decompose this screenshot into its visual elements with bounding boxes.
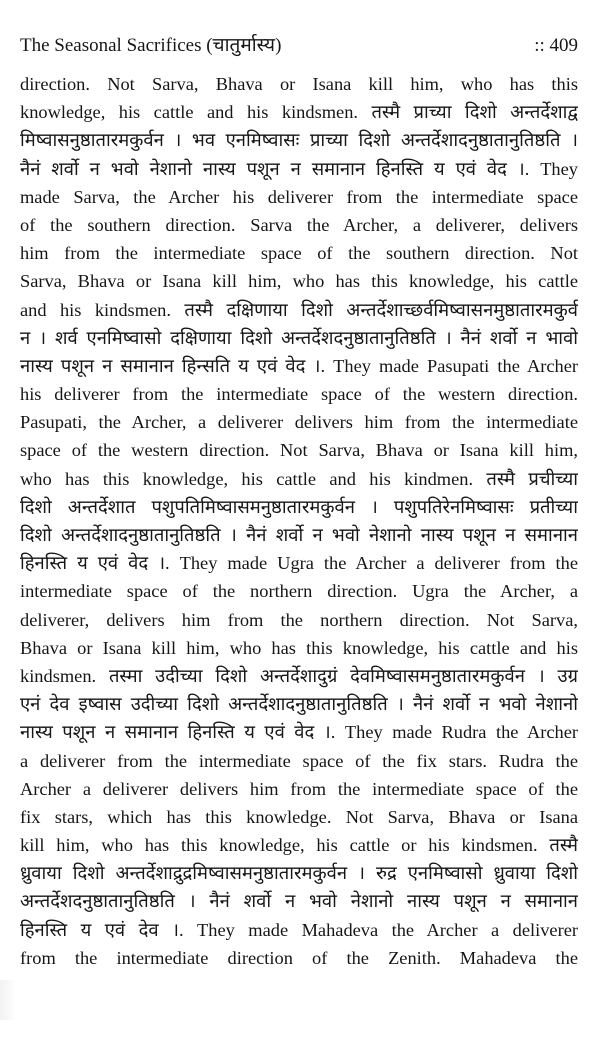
text-line: मिष्वासनुष्ठातारमकुर्वन । भव एनमिष्वासः प्राच्या दिशो अन्तर्देशादनुष्ठातानुतिष्ठति । (20, 130, 578, 151)
text-line: direction. Not Sarva, Bhava or Isana kill him, who has this (20, 74, 578, 94)
text-line: made Sarva, the Archer his deliverer from the intermediate space (20, 186, 578, 207)
text-line: ध्रुवाया दिशो अन्तर्देशाद्रुद्रमिष्वासमनुष्ठातारमकुर्वन । रुद्र एनमिष्वासो ध्रुवाया दिशो (20, 863, 578, 884)
text-line: him from the intermediate space of the southern direction. Not (20, 243, 578, 264)
text-line: Pasupati, the Archer, a deliverer delivers him from the intermediate (20, 412, 578, 433)
text-line: अन्तर्देशदनुष्ठातानुतिष्ठति । नैनं शर्वो न भवो नेशानो नास्य पशून न समानान (20, 891, 578, 912)
text-line: दिशो अन्तर्देशात पशुपतिमिष्वासमनुष्ठातारमकुर्वन । पशुपतिरेनमिष्वासः प्रतीच्या (20, 496, 578, 517)
text-line: हिनस्ति य एवं वेद ।. They made Ugra the Archer a deliverer from the (20, 553, 578, 574)
text-line: from the intermediate direction of the Zenith. Mahadeva the (20, 947, 578, 968)
text-line: his deliverer from the intermediate space of the western direction. (20, 384, 578, 405)
text-line: intermediate space of the northern direction. Ugra the Archer, a (20, 581, 578, 602)
text-line: a deliverer from the intermediate space of the fix stars. Rudra the (20, 750, 578, 771)
text-line: Bhava or Isana kill him, who has this knowledge, his cattle and his (20, 637, 578, 658)
text-line: नैनं शर्वो न भवो नेशानो नास्य पशून न समानान हिनस्ति य एवं वेद ।. They (20, 158, 578, 179)
running-head (20, 32, 578, 60)
text-line: Archer a deliverer delivers him from the intermediate space of the (20, 778, 578, 799)
text-line: who has this knowledge, his cattle and his kindmen. तस्मै प्रचीच्या (20, 468, 578, 489)
text-line: space of the western direction. Not Sarva, Bhava or Isana kill him, (20, 440, 578, 461)
chapter-title: The Seasonal Sacrifices (चातुर्मास्य) (20, 35, 282, 56)
text-line: kindsmen. तस्मा उदीच्या दिशो अन्तर्देशादुग्रं देवमिष्वासमनुष्ठातारमकुर्वन । उग्र (20, 665, 578, 686)
page-number: :: 409 (534, 35, 578, 56)
text-line: नास्य पशून न समानान हिनस्ति य एवं वेद ।. They made Rudra the Archer (20, 722, 578, 743)
text-line: न । शर्व एनमिष्वासो दक्षिणाया दिशो अन्तर्देशदनुष्ठातानुतिष्ठति । नैनं शर्वो न भावो (20, 327, 578, 348)
text-line: deliverer, delivers him from the northern direction. Not Sarva, (20, 609, 578, 630)
text-line: दिशो अन्तर्देशादनुष्ठातानुतिष्ठति । नैनं शर्वो न भवो नेशानो नास्य पशून न समानान (20, 525, 578, 545)
text-line: knowledge, his cattle and his kindsmen. तस्मै प्राच्या दिशो अन्तर्देशाद्व (20, 102, 578, 123)
scan-edge-shadow (0, 980, 16, 1020)
text-line: Sarva, Bhava or Isana kill him, who has this knowledge, his cattle (20, 271, 578, 292)
text-line: एनं देव इष्वास उदीच्या दिशो अन्तर्देशादनुष्ठातानुतिष्ठति । नैनं शर्वो न भवो नेशानो (20, 694, 578, 715)
text-line: of the southern direction. Sarva the Archer, a deliverer, delivers (20, 214, 578, 235)
text-line: नास्य पशून न समानान हिन्सति य एवं वेद ।. They made Pasupati the Archer (20, 355, 578, 376)
text-line: and his kindsmen. तस्मै दक्षिणाया दिशो अन्तर्देशाच्छर्वमिष्वासनमुष्ठातारमकुर्व (20, 299, 578, 320)
body-text (20, 70, 578, 972)
text-line: kill him, who has this knowledge, his cattle or his kindsmen. तस्मै (20, 835, 578, 856)
text-line: fix stars, which has this knowledge. Not Sarva, Bhava or Isana (20, 806, 578, 827)
text-line: हिनस्ति य एवं देव ।. They made Mahadeva the Archer a deliverer (20, 919, 578, 940)
